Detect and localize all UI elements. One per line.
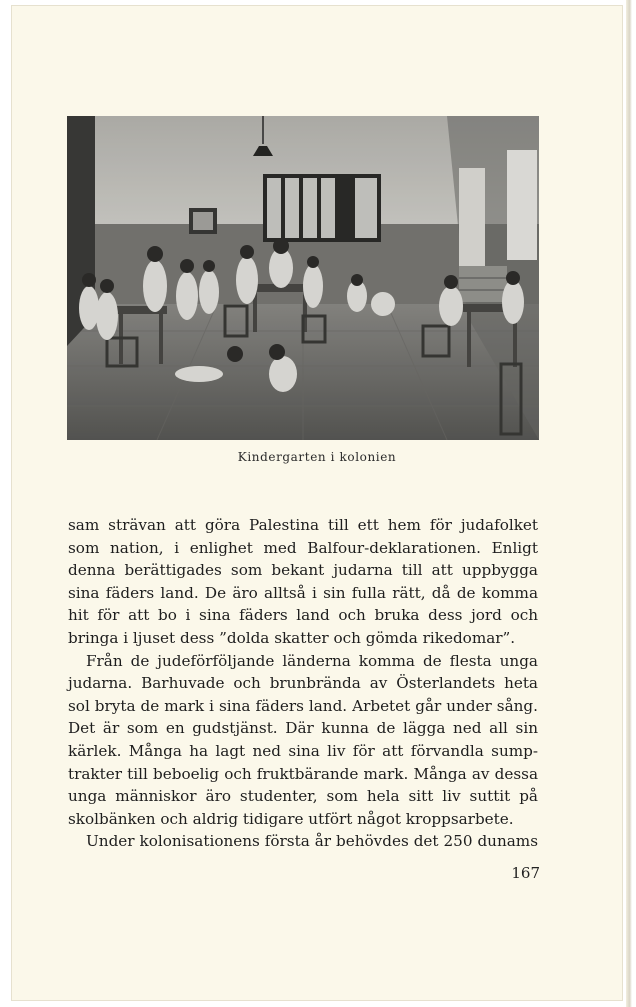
body-text (68, 514, 538, 853)
text-line: sina fäders land. De äro alltså i sin fulla rätt, då de komma (68, 583, 538, 602)
book-page (12, 6, 622, 1000)
page-edge (626, 0, 632, 1007)
text-line: Det är som en gudstjänst. Där kunna de lägga ned all sin (68, 719, 538, 738)
photo-caption: Kindergarten i kolonien (237, 450, 397, 464)
text-line: bringa i ljuset dess ”dolda skatter och gömda rikedomar”. (68, 628, 516, 647)
page-number: 167 (511, 864, 540, 882)
text-line: kärlek. Många ha lagt ned sina liv för att förvandla sump- (68, 741, 538, 760)
text-line: som nation, i enlighet med Balfour-deklarationen. Enligt (68, 538, 538, 557)
kindergarten-photo (67, 116, 539, 440)
text-line: hit för att bo i sina fäders land och bruka dess jord och (68, 606, 538, 625)
text-line: trakter till beboelig och fruktbärande mark. Många av dessa (68, 764, 538, 783)
text-line: judarna. Barhuvade och brunbrända av Österlandets heta (68, 674, 538, 693)
text-line: unga människor äro studenter, som hela sitt liv suttit på (68, 787, 538, 806)
text-line: sol bryta de mark i sina fäders land. Arbetet går under sång. (68, 696, 538, 715)
text-line: Under kolonisationens första år behövdes det 250 dunams (86, 832, 538, 851)
text-line: denna berättigades som bekant judarna till att uppbygga (68, 561, 538, 580)
text-line: sam strävan att göra Palestina till ett hem för judafolket (68, 516, 538, 534)
photo-illustration (67, 116, 539, 440)
paragraph (68, 650, 538, 831)
text-line: skolbänken och aldrig tidigare utfört något kroppsarbete. (68, 809, 514, 828)
paragraph (68, 514, 538, 650)
text-line: Från de judeförföljande länderna komma de flesta unga (86, 651, 538, 670)
paragraph (68, 830, 538, 853)
